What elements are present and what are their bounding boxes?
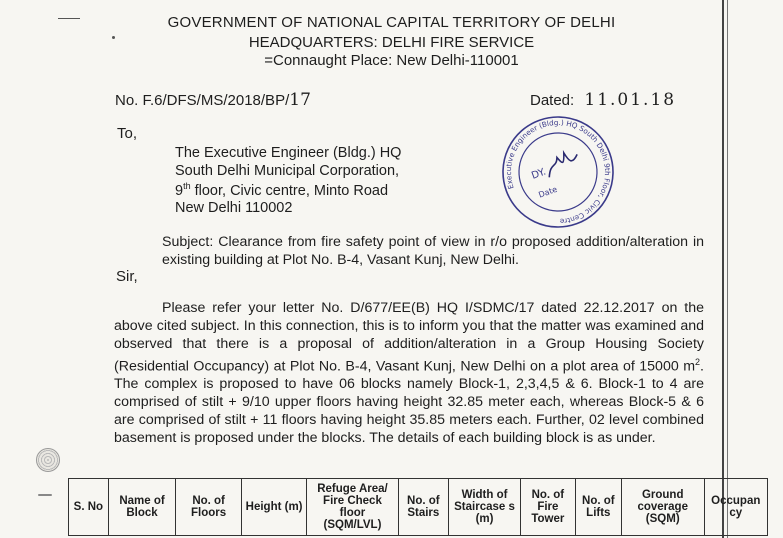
col-header-height: Height (m) (241, 479, 306, 536)
page-border-line (727, 0, 728, 538)
addressee-line-2: South Delhi Municipal Corporation, (175, 163, 400, 179)
dated-field (530, 90, 676, 110)
binder-mark (38, 494, 52, 496)
header-line-3: =Connaught Place: New Delhi-110001 (264, 52, 519, 69)
received-stamp (498, 112, 618, 232)
table-header-row (69, 479, 768, 536)
col-header-sno: S. No (69, 479, 109, 536)
subject-line: Subject: Clearance from fire safety point of view in r/o proposed addition/alteration in existing building at Plot No. B-4, Vasant Kunj, New Delhi. (162, 234, 704, 268)
addressee-line-3-prefix: 9 (175, 182, 184, 199)
block-details-table (68, 478, 768, 536)
punch-hole (36, 448, 60, 472)
addressee-line-1: The Executive Engineer (Bldg.) HQ (175, 145, 402, 161)
stamp-date-label: Date (537, 184, 559, 200)
addressee-line-3-sup: th (183, 181, 191, 191)
body-text-part-2: . The complex is proposed to have 06 blocks namely Block-1, 2,3,4,5 & 6. Block-1 to 4 are comprised of stilt + 9/10 upper floors having height 32.85 meter each, whereas Block-5 & 6 are comprised of stilt + 11 floors having height 35.85 meters each. Further, 02 level combined basement is proposed under the blocks. The details of each building block is as under. (114, 358, 704, 447)
header-line-2: HEADQUARTERS: DELHI FIRE SERVICE (248, 34, 535, 51)
col-header-ground-coverage: Ground coverage (SQM) (621, 479, 704, 536)
addressee-line-3-rest: floor, Civic centre, Minto Road (190, 182, 389, 199)
stamp-ring-textpath: Executive Engineer (Bldg.) HQ South Delhi 9th Floor, Civic Centre (503, 117, 613, 227)
col-header-lifts: No. of Lifts (575, 479, 621, 536)
page-border-line (722, 0, 724, 538)
salutation: Sir, (116, 268, 138, 285)
reference-number (115, 90, 311, 110)
body-superscript: 2 (695, 356, 701, 367)
body-text-part-1: Please refer your letter No. D/677/EE(B) HQ I/SDMC/17 dated 22.12.2017 on the above cited subject. In this connection, this is to inform you that the matter was examined and observed that there is a proposal of addition/alteration in a Group Housing Society (Residential Occupancy) at Plot No. B-4, Vasant Kunj, New Delhi on a plot area of 15000 m (114, 300, 704, 375)
addressee-line-3 (175, 181, 388, 199)
col-header-block-name: Name of Block (108, 479, 176, 536)
header-line-1: GOVERNMENT OF NATIONAL CAPITAL TERRITORY OF DELHI (167, 14, 616, 31)
reference-number-text: No. F.6/DFS/MS/2018/BP/ (115, 92, 290, 109)
col-header-floors: No. of Floors (176, 479, 241, 536)
stamp-ring-text (498, 112, 618, 232)
date-handwritten: 11.01.18 (584, 90, 677, 110)
to-label: To, (117, 125, 138, 142)
col-header-fire-tower: No. of Fire Tower (520, 479, 575, 536)
dated-label: Dated: (530, 92, 575, 109)
stamp-signature (543, 149, 581, 178)
addressee-line-4: New Delhi 110002 (175, 200, 293, 216)
body-paragraph (114, 300, 704, 448)
col-header-occupancy: Occupan cy (704, 479, 767, 536)
stamp-outer-ring (498, 112, 618, 232)
col-header-staircase-width: Width of Staircase s (m) (449, 479, 521, 536)
reference-number-handwritten: 17 (289, 90, 311, 110)
stamp-dy-label: DY. (530, 166, 548, 182)
col-header-stairs: No. of Stairs (398, 479, 448, 536)
col-header-refuge-area: Refuge Area/ Fire Check floor (SQM/LVL) (307, 479, 398, 536)
